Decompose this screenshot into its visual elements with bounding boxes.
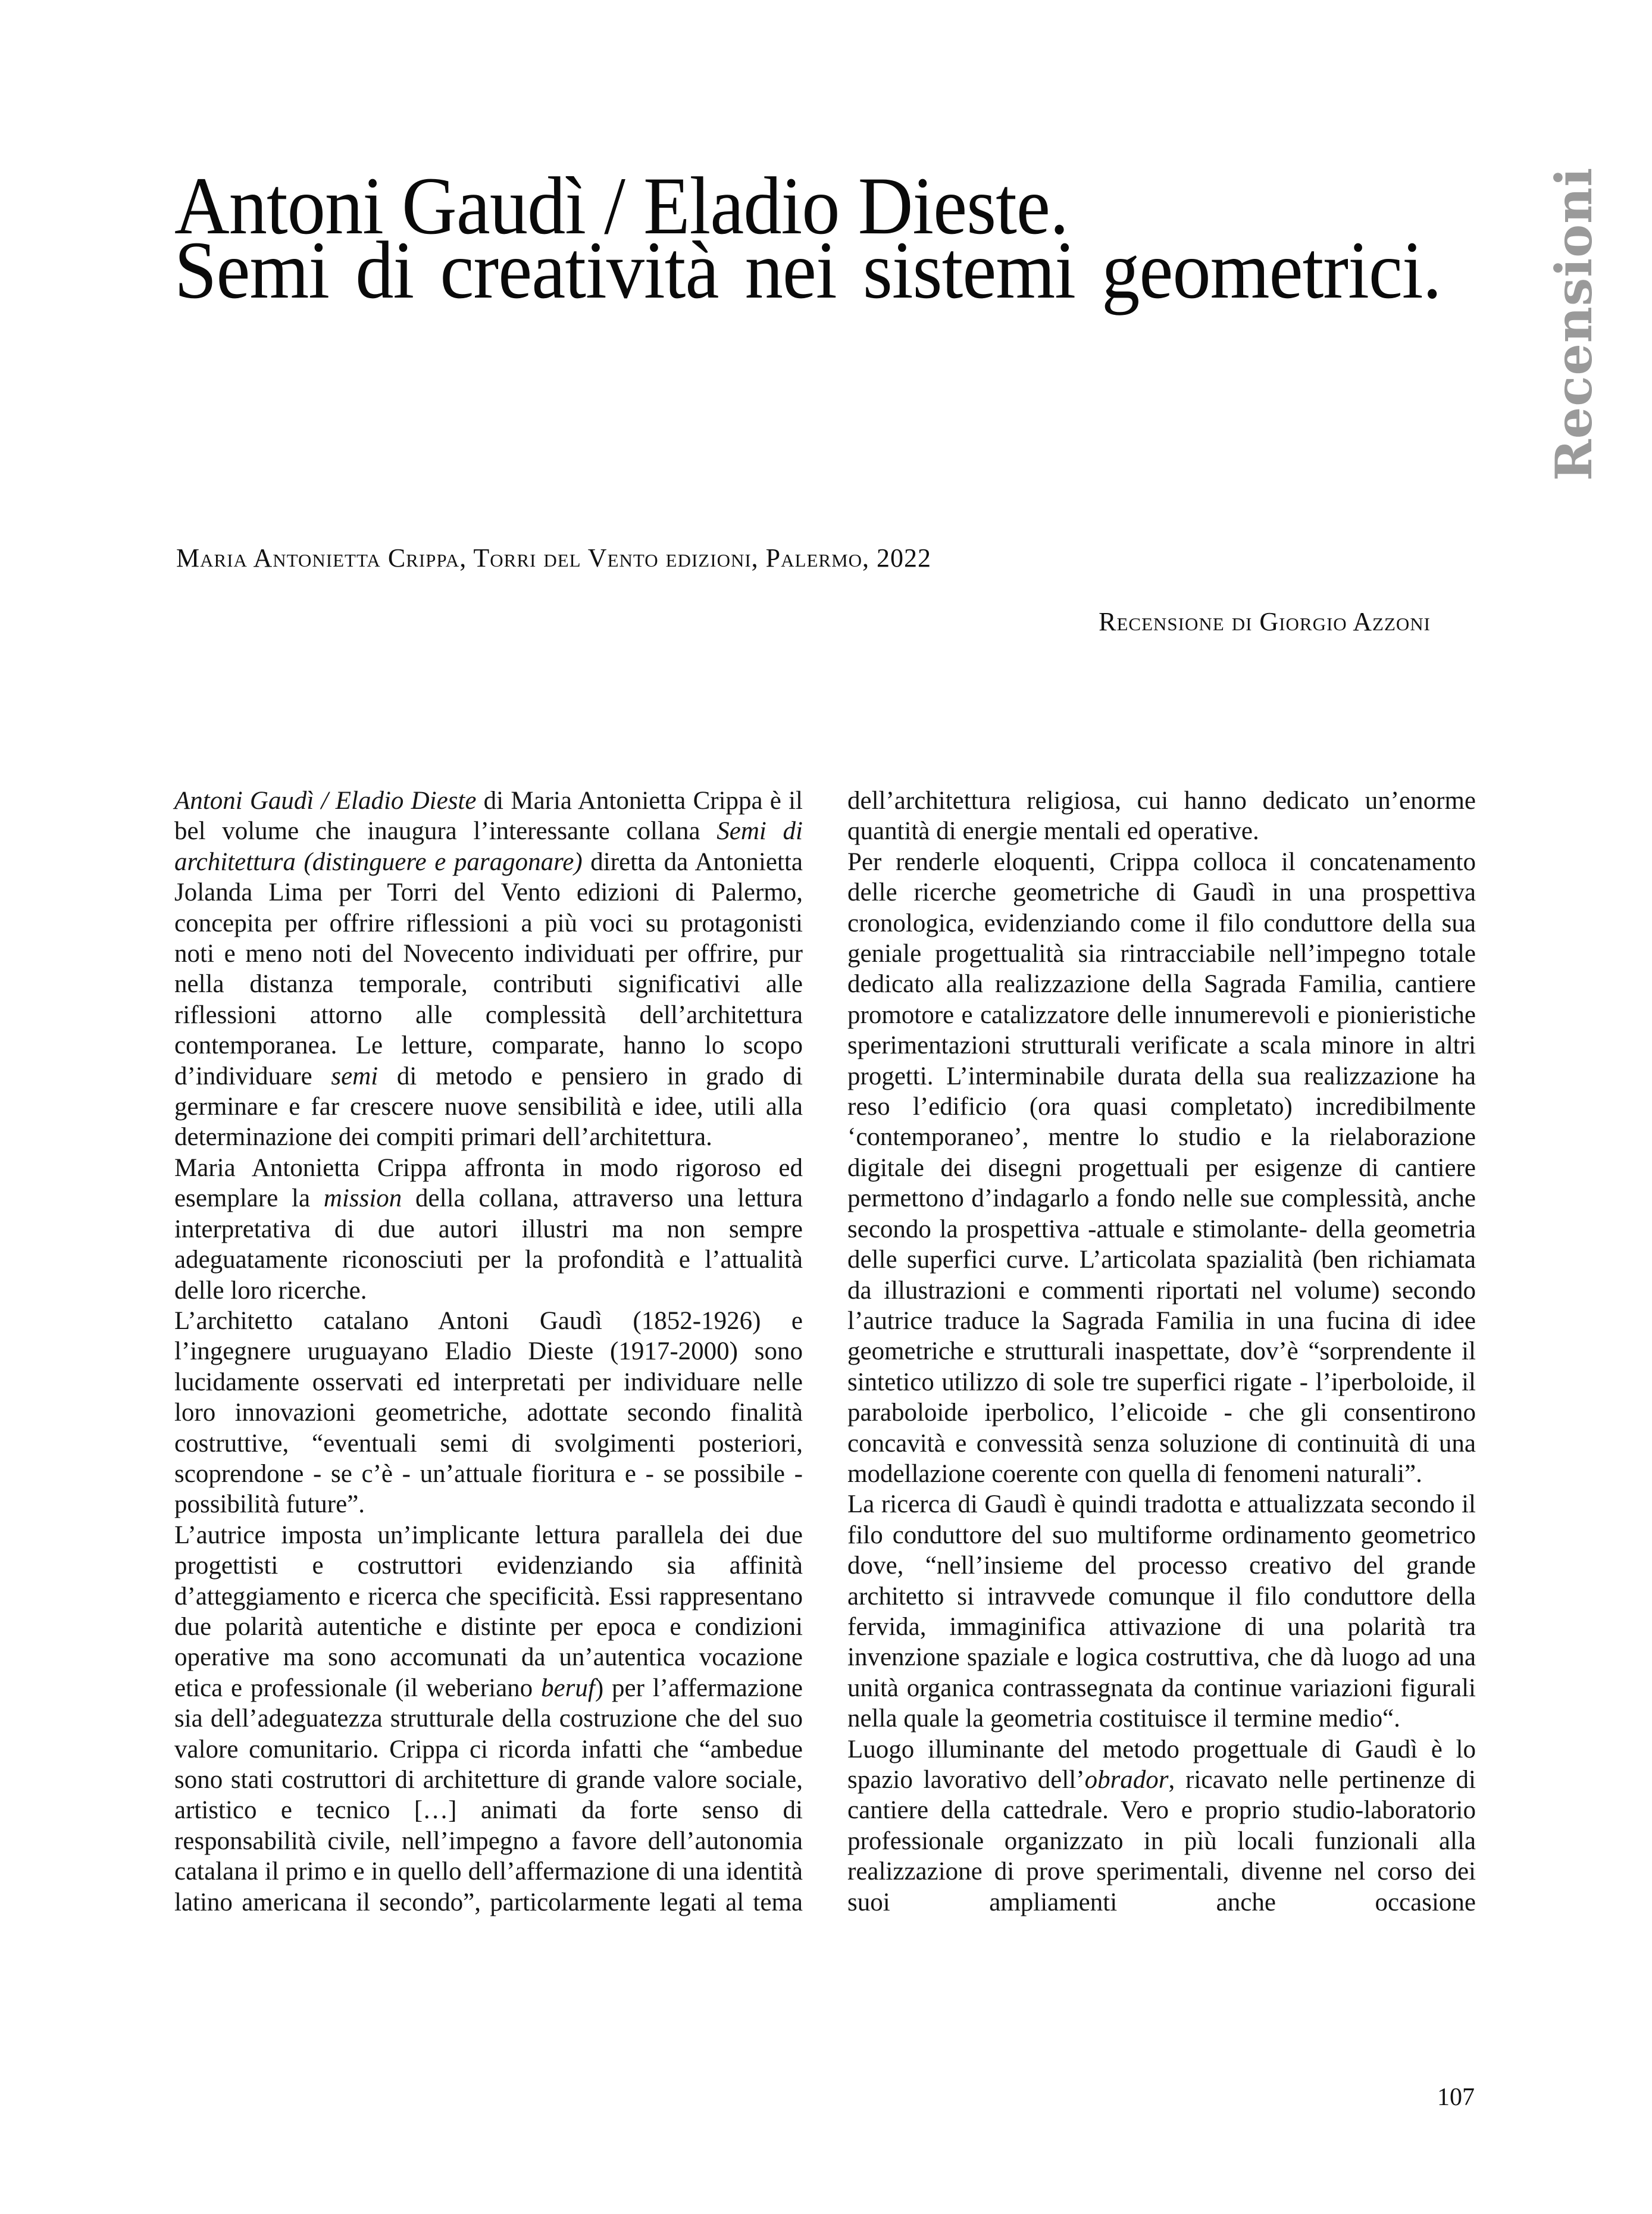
text-run: L’architetto catalano Antoni Gaudì (1852-1926) e l’ingegnere uruguayano Eladio Dieste (1917-2000) sono lucidamente osservati ed interpretati per individuare nelle loro innovazioni geometriche, adottate secondo finalità costruttive, “eventuali semi di svolgimenti posteriori, scoprendone - se c’è - un’attuale fioritura e - se possibile - possibilità future”. — [174, 1306, 803, 1519]
paragraph — [174, 1153, 803, 1306]
body-column-left — [174, 786, 803, 1918]
article-title-line-1: Antoni Gaudì / Eladio Dieste. — [174, 160, 1069, 251]
page-number: 107 — [1437, 2084, 1475, 2111]
italic-text: beruf — [541, 1674, 595, 1702]
paragraph — [174, 786, 803, 1153]
text-run: La ricerca di Gaudì è quindi tradotta e attualizzata secondo il filo conduttore del suo multiforme ordinamento geometrico dove, “nell’insieme del processo creativo del grande architetto si intravvede comunque il filo conduttore della fervida, immaginifica attivazione di una polarità tra invenzione spaziale e logica costruttiva, che dà luogo ad una unità organica contrassegnata da continue variazioni figurali nella quale la geometria costituisce il termine medio“. — [847, 1490, 1476, 1733]
italic-text: obrador — [1084, 1766, 1169, 1794]
paragraph — [174, 1520, 803, 1918]
body-column-right — [847, 786, 1476, 1918]
text-run: Maria Antonietta Crippa affronta in modo rigoroso ed esemplare la — [174, 1153, 803, 1213]
italic-text: semi — [331, 1062, 378, 1090]
book-citation: Maria Antonietta Crippa, Torri del Vento edizioni, Palermo, 2022 — [176, 543, 932, 573]
text-run: di metodo e pensiero in grado di germinare e far crescere nuove sensibilità e idee, utili alla determinazione dei compiti primari dell’architettura. — [174, 1062, 803, 1152]
section-label: Recensioni — [1544, 167, 1603, 481]
paragraph — [847, 1489, 1476, 1734]
text-run: Per renderle eloquenti, Crippa colloca il concatenamento delle ricerche geometriche di Gaudì in una prospettiva cronologica, evidenziando come il filo conduttore della sua geniale progettualità sia rintracciabile nell’impegno totale dedicato alla realizzazione della Sagrada Familia, cantiere promotore e catalizzatore delle innumerevoli e pionieristiche sperimentazioni strutturali verificate a scala minore in altri progetti. L’interminabile durata della sua realizzazione ha reso l’edificio (ora quasi completato) incredibilmente ‘contemporaneo’, mentre lo studio e la rielaborazione digitale dei disegni progettuali per esigenze di cantiere permettono d’indagarlo a fondo nelle sue complessità, anche secondo la prospettiva -attuale e stimolante- della geometria delle superfici curve. L’articolata spazialità (ben richiamata da illustrazioni e commenti riportati nel volume) secondo l’autrice traduce la Sagrada Familia in una fucina di idee geometriche e strutturali inaspettate, dov’è “sorprendente il sintetico utilizzo di sole tre superfici rigate - l’iperboloide, il paraboloide iperbolico, l’elicoide - che gli consentirono concavità e convessità senza soluzione di continuità di una modellazione coerente con quella di fenomeni naturali”. — [847, 848, 1476, 1488]
italic-text: Antoni Gaudì / Eladio Dieste — [174, 787, 477, 815]
text-run: diretta da Antonietta Jolanda Lima per Torri del Vento edizioni di Palermo, concepita per offrire riflessioni a più voci su protagonisti noti e meno noti del Novecento individuati per offrire, pur nella distanza temporale, contributi significativi alle riflessioni attorno alle complessità dell’architettura contemporanea. Le letture, comparate, hanno lo scopo d’individuare — [174, 848, 803, 1090]
paragraph — [174, 1306, 803, 1520]
italic-text: Semi di architettura (distinguere e paragonare) — [174, 817, 803, 876]
text-run: della collana, attraverso una lettura interpretativa di due autori illustri ma non sempre adeguatamente riconosciuti per la profondità e l’attualità delle loro ricerche. — [174, 1184, 803, 1305]
reviewer-credit: Recensione di Giorgio Azzoni — [1099, 607, 1431, 636]
text-run: di Maria Antonietta Crippa è il bel volume che inaugura l’interessante collana — [174, 787, 803, 846]
article-title — [174, 160, 1441, 315]
paragraph — [847, 847, 1476, 1490]
article-title-line-2: Semi di creatività nei sistemi geometrici. — [174, 224, 1441, 315]
text-run: dell’architettura religiosa, cui hanno dedicato un’enorme quantità di energie mentali ed operative. — [847, 787, 1476, 846]
paragraph — [847, 786, 1476, 847]
text-run: ) per l’affermazione sia dell’adeguatezza strutturale della costruzione che del suo valore comunitario. Crippa ci ricorda infatti che “ambedue sono stati costruttori di architetture di grande valore sociale, artistico e tecnico […] animati da forte senso di responsabilità civile, nell’impegno a favore dell’autonomia catalana il primo e in quello dell’affermazione di una identità latino americana il secondo”, particolarmente legati al tema — [174, 1674, 803, 1916]
italic-text: mission — [323, 1184, 402, 1213]
text-run: L’autrice imposta un’implicante lettura parallela dei due progettisti e costruttori evidenziando sia affinità d’atteggiamento e ricerca che specificità. Essi rappresentano due polarità autentiche e distinte per epoca e condizioni operative ma sono accomunati da un’autentica vocazione etica e professionale (il weberiano — [174, 1521, 803, 1702]
text-run: , ricavato nelle pertinenze di cantiere della cattedrale. Vero e proprio studio-laboratorio professionale organizzato in più locali funzionali alla realizzazione di prove sperimentali, divenne nel corso dei suoi ampliamenti anche occasione — [847, 1766, 1476, 1916]
text-run: Luogo illuminante del metodo progettuale di Gaudì è lo spazio lavorativo dell’ — [847, 1735, 1476, 1794]
paragraph — [847, 1734, 1476, 1918]
